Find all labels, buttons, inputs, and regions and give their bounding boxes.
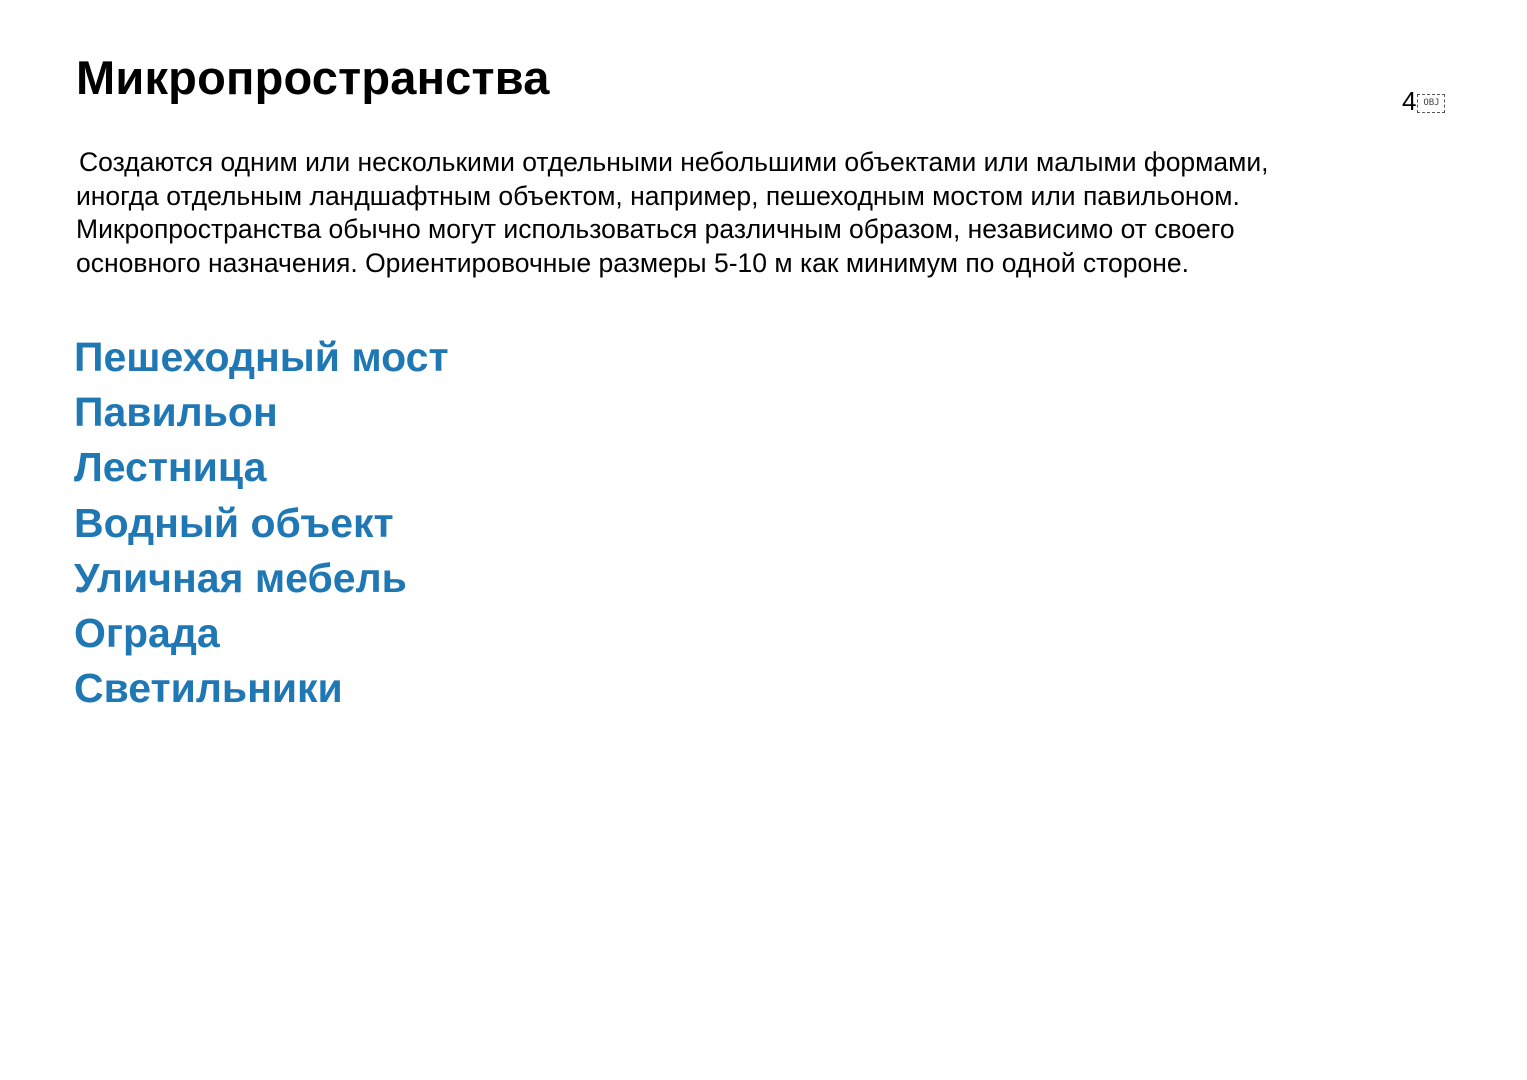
list-item: Ограда bbox=[74, 610, 220, 657]
page-number-value: 4 bbox=[1402, 86, 1417, 116]
description-line: иногда отдельным ландшафтным объектом, например, пешеходным мостом или павильоном. bbox=[76, 180, 1240, 211]
slide-title: Микропространства bbox=[76, 51, 550, 104]
description-line: основного назначения. Ориентировочные размеры 5-10 м как минимум по одной стороне. bbox=[76, 247, 1189, 278]
description-line: Создаются одним или несколькими отдельными небольшими объектами или малыми формами, bbox=[79, 147, 1269, 177]
list-item: Павильон bbox=[74, 389, 278, 436]
list-item: Пешеходный мост bbox=[74, 334, 449, 380]
list-item: Водный объект bbox=[74, 499, 394, 546]
list-item: Уличная мебель bbox=[74, 554, 407, 601]
list-item: Светильники bbox=[74, 665, 343, 712]
page-number bbox=[1402, 86, 1445, 116]
list-item: Лестница bbox=[74, 444, 267, 491]
object-placeholder-icon: OBJ bbox=[1417, 94, 1445, 113]
description-paragraph bbox=[76, 146, 1476, 280]
element-list bbox=[74, 330, 449, 716]
description-line: Микропространства обычно могут использоваться различным образом, независимо от своего bbox=[76, 214, 1235, 244]
